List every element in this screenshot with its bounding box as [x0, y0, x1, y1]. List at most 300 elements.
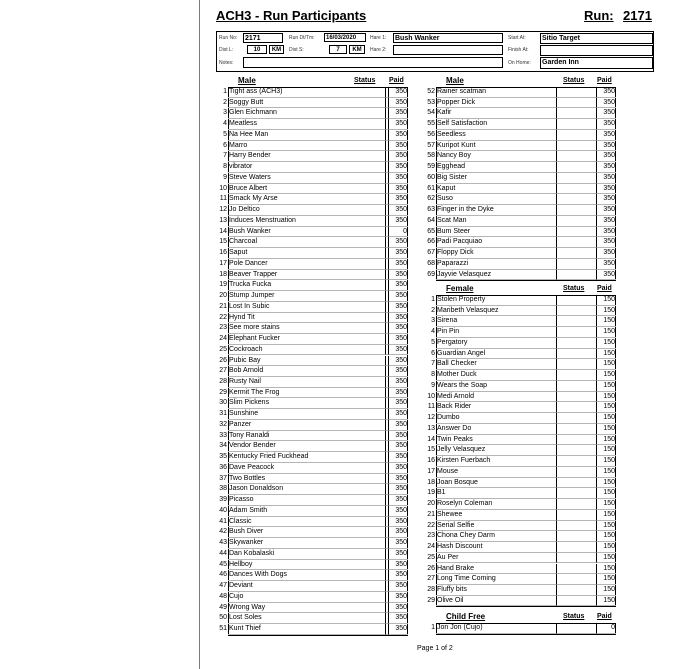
participant-number: 59: [427, 163, 435, 171]
participant-row: [424, 141, 616, 152]
participant-name: B1: [436, 488, 556, 499]
participant-name: Wears the Soap: [436, 381, 556, 392]
participant-name: Kermit The Frog: [228, 388, 385, 399]
participant-name: Dances With Dogs: [228, 570, 385, 581]
participant-number: 29: [427, 596, 435, 604]
participant-paid: 150: [597, 316, 616, 327]
dist-l-label: Dist L:: [219, 47, 234, 53]
participant-status: [556, 194, 597, 205]
participant-name: Skywanker: [228, 538, 385, 549]
participant-row: [424, 574, 616, 585]
participant-number: 52: [427, 88, 435, 95]
participant-status: [556, 392, 597, 403]
participant-status: [556, 270, 597, 281]
participant-row: [424, 237, 616, 248]
paid-header-female: Paid: [597, 285, 612, 292]
participant-row: [216, 130, 408, 141]
participant-paid: 150: [597, 327, 616, 338]
participant-status: [556, 413, 597, 424]
participant-status: [556, 119, 597, 130]
participant-number: 5: [431, 338, 435, 346]
participant-status: [556, 553, 597, 564]
participant-name: Popper Dick: [436, 98, 556, 109]
participant-row: [216, 527, 408, 538]
dist-s-unit: KM: [349, 45, 365, 54]
participant-name: Maribeth Velasquez: [436, 306, 556, 317]
participant-number: 3: [431, 317, 435, 325]
child-header: Child Free: [446, 612, 486, 621]
participant-paid: 350: [389, 151, 408, 162]
participant-paid: 350: [389, 259, 408, 270]
participant-row: [424, 108, 616, 119]
finish-field: [540, 45, 653, 56]
participant-paid: 350: [597, 130, 616, 141]
participant-name: Picasso: [228, 495, 385, 506]
participant-status: [556, 295, 597, 306]
participant-row: [216, 216, 408, 227]
participant-number: 53: [427, 98, 435, 106]
participant-status: [556, 237, 597, 248]
participant-row: [424, 478, 616, 489]
participant-name: Stump Jumper: [228, 291, 385, 302]
start-label: Start At:: [508, 35, 526, 41]
status-header-left: Status: [354, 77, 376, 84]
participant-paid: 350: [389, 495, 408, 506]
participant-name: Rusty Nail: [228, 377, 385, 388]
participant-row: [216, 420, 408, 431]
participant-name: Harry Bender: [228, 151, 385, 162]
run-dt-field: 16/03/2020: [324, 33, 366, 42]
participant-row: [424, 248, 616, 259]
participant-name: Long Time Coming: [436, 574, 556, 585]
male-table-right: [424, 87, 616, 280]
participant-paid: 150: [597, 349, 616, 360]
participant-number: 57: [427, 141, 435, 149]
participant-row: [216, 388, 408, 399]
participant-name: Floppy Dick: [436, 248, 556, 259]
participant-row: [216, 227, 408, 238]
participant-row: [424, 338, 616, 349]
participant-number: 64: [427, 216, 435, 224]
participant-name: Hash Discount: [436, 542, 556, 553]
participant-paid: 350: [389, 603, 408, 614]
participant-name: Dan Kobalaski: [228, 549, 385, 560]
participant-paid: 350: [389, 527, 408, 538]
participant-name: Induces Menstruation: [228, 216, 385, 227]
participant-paid: 350: [389, 141, 408, 152]
participant-number: 2: [431, 306, 435, 314]
participant-row: [216, 248, 408, 259]
participant-row: [424, 370, 616, 381]
participant-name: Rainer scatman: [436, 87, 556, 98]
participant-paid: 350: [597, 205, 616, 216]
participant-paid: 350: [597, 119, 616, 130]
participant-name: Ball Checker: [436, 359, 556, 370]
participant-number: 13: [427, 424, 435, 432]
participant-paid: 350: [389, 323, 408, 334]
participant-number: 19: [427, 489, 435, 497]
participant-name: Saput: [228, 248, 385, 259]
participant-row: [216, 334, 408, 345]
participant-paid: 350: [597, 259, 616, 270]
participant-status: [556, 596, 597, 607]
participant-name: Trucka Fucka: [228, 280, 385, 291]
participant-row: [216, 151, 408, 162]
participant-name: Dave Peacock: [228, 463, 385, 474]
participant-number: 56: [427, 130, 435, 138]
participant-number: 41: [219, 517, 227, 525]
participant-paid: 350: [389, 119, 408, 130]
participant-paid: 150: [597, 306, 616, 317]
participant-number: 48: [219, 592, 227, 600]
participant-number: 32: [219, 420, 227, 428]
participant-number: 67: [427, 249, 435, 257]
participant-number: 10: [219, 184, 227, 192]
participant-name: Pole Dancer: [228, 259, 385, 270]
participant-number: 62: [427, 195, 435, 203]
participant-status: [556, 162, 597, 173]
participant-paid: 350: [597, 194, 616, 205]
participant-paid: 350: [389, 366, 408, 377]
participant-number: 7: [431, 360, 435, 368]
participant-paid: 0: [389, 227, 408, 238]
participant-row: [216, 549, 408, 560]
participant-name: See more stains: [228, 323, 385, 334]
participant-paid: 150: [597, 445, 616, 456]
participant-row: [216, 613, 408, 624]
run-label: Run:: [584, 8, 614, 23]
participant-name: Vendor Bender: [228, 441, 385, 452]
participant-name: Jon Jon (Cujo): [436, 623, 556, 634]
participant-status: [556, 130, 597, 141]
participant-row: [424, 553, 616, 564]
participant-name: Hand Brake: [436, 564, 556, 575]
participant-name: Shewee: [436, 510, 556, 521]
participant-row: [216, 506, 408, 517]
participant-name: Guardian Angel: [436, 349, 556, 360]
participant-name: Kentucky Fried Fuckhead: [228, 452, 385, 463]
participant-paid: 150: [597, 521, 616, 532]
participant-paid: 350: [389, 398, 408, 409]
participant-name: Padi Pacquiao: [436, 237, 556, 248]
participant-paid: 150: [597, 402, 616, 413]
participant-row: [424, 87, 616, 98]
participant-status: [556, 585, 597, 596]
participant-row: [424, 499, 616, 510]
participant-paid: 350: [389, 345, 408, 356]
participant-row: [424, 445, 616, 456]
participant-paid: 150: [597, 381, 616, 392]
participant-row: [216, 87, 408, 98]
participant-status: [556, 259, 597, 270]
participant-number: 9: [223, 173, 227, 181]
participant-number: 31: [219, 410, 227, 418]
participant-status: [556, 531, 597, 542]
participant-status: [556, 205, 597, 216]
participant-number: 36: [219, 463, 227, 471]
participant-name: Beaver Trapper: [228, 270, 385, 281]
participant-name: Cujo: [228, 592, 385, 603]
participant-number: 8: [223, 163, 227, 171]
participant-number: 14: [427, 435, 435, 443]
participant-number: 24: [427, 543, 435, 551]
participant-name: Kafir: [436, 108, 556, 119]
participant-number: 18: [219, 270, 227, 278]
participant-status: [556, 184, 597, 195]
participant-number: 24: [219, 335, 227, 343]
participant-paid: 150: [597, 295, 616, 306]
participant-paid: 150: [597, 510, 616, 521]
participant-paid: 350: [389, 581, 408, 592]
participant-row: [216, 205, 408, 216]
participant-name: Hynd Tit: [228, 313, 385, 324]
participant-row: [216, 484, 408, 495]
participant-paid: 350: [389, 87, 408, 98]
participant-name: Elephant Fucker: [228, 334, 385, 345]
participant-row: [424, 456, 616, 467]
participant-paid: 350: [389, 613, 408, 624]
participant-paid: 350: [389, 538, 408, 549]
participant-name: Cockroach: [228, 345, 385, 356]
status-header-right: Status: [563, 77, 585, 84]
participant-row: [424, 184, 616, 195]
participant-row: [216, 431, 408, 442]
participant-paid: 150: [597, 478, 616, 489]
participant-paid: 350: [389, 441, 408, 452]
participant-name: Twin Peaks: [436, 435, 556, 446]
participant-name: Classic: [228, 517, 385, 528]
participant-row: [424, 259, 616, 270]
participant-number: 1: [431, 296, 435, 303]
participant-paid: 350: [597, 173, 616, 184]
participant-name: Mother Duck: [436, 370, 556, 381]
female-table: [424, 295, 616, 606]
participant-status: [556, 521, 597, 532]
notes-field: [243, 57, 503, 68]
participant-name: Finger in the Dyke: [436, 205, 556, 216]
start-field: Sitio Target: [540, 33, 653, 44]
participant-paid: 150: [597, 542, 616, 553]
participant-paid: 350: [597, 227, 616, 238]
participant-number: 28: [427, 585, 435, 593]
participant-status: [556, 151, 597, 162]
participant-number: 55: [427, 120, 435, 128]
participant-row: [424, 402, 616, 413]
participant-paid: 350: [389, 313, 408, 324]
participant-number: 4: [223, 120, 227, 128]
participant-row: [424, 151, 616, 162]
participant-paid: 350: [389, 377, 408, 388]
participant-number: 11: [219, 195, 227, 203]
participant-number: 58: [427, 152, 435, 160]
participant-paid: 150: [597, 424, 616, 435]
participant-paid: 150: [597, 499, 616, 510]
participant-name: Stolen Property: [436, 295, 556, 306]
hare1-label: Hare 1:: [370, 35, 387, 41]
participant-number: 12: [219, 206, 227, 214]
participant-name: Nancy Boy: [436, 151, 556, 162]
participant-number: 9: [431, 381, 435, 389]
participant-name: Scat Man: [436, 216, 556, 227]
participant-number: 22: [427, 521, 435, 529]
participant-name: Suso: [436, 194, 556, 205]
participant-paid: 350: [389, 431, 408, 442]
participant-row: [216, 270, 408, 281]
participant-paid: 350: [389, 248, 408, 259]
participant-row: [216, 452, 408, 463]
run-no-field: 2171: [243, 33, 283, 43]
participant-status: [556, 227, 597, 238]
participant-paid: 350: [597, 108, 616, 119]
participant-paid: 350: [597, 184, 616, 195]
participant-paid: 350: [389, 570, 408, 581]
participant-number: 13: [219, 216, 227, 224]
participant-status: [556, 488, 597, 499]
participant-row: [216, 119, 408, 130]
participant-row: [424, 194, 616, 205]
participant-status: [556, 478, 597, 489]
participant-paid: 350: [597, 151, 616, 162]
participant-row: [216, 474, 408, 485]
participant-number: 18: [427, 478, 435, 486]
participant-status: [556, 141, 597, 152]
participant-number: 23: [427, 532, 435, 540]
participant-paid: 150: [597, 467, 616, 478]
participant-row: [216, 538, 408, 549]
participant-number: 15: [219, 238, 227, 246]
participant-paid: 150: [597, 338, 616, 349]
participant-number: 33: [219, 431, 227, 439]
participant-paid: 350: [389, 270, 408, 281]
participant-number: 49: [219, 603, 227, 611]
participant-name: Bush Diver: [228, 527, 385, 538]
participant-paid: 350: [597, 87, 616, 98]
participant-paid: 350: [389, 302, 408, 313]
participant-status: [556, 370, 597, 381]
participant-status: [556, 306, 597, 317]
participant-row: [424, 295, 616, 306]
paid-header-child: Paid: [597, 613, 612, 620]
participant-number: 69: [427, 270, 435, 278]
participant-number: 39: [219, 496, 227, 504]
participant-paid: 150: [597, 531, 616, 542]
participant-status: [556, 316, 597, 327]
participant-paid: 350: [389, 409, 408, 420]
dist-s-field: 7: [329, 45, 347, 54]
participant-number: 17: [427, 467, 435, 475]
participant-paid: 150: [597, 370, 616, 381]
participant-row: [424, 585, 616, 596]
participant-row: [424, 162, 616, 173]
participant-number: 21: [219, 302, 227, 310]
participant-paid: 350: [389, 452, 408, 463]
participant-number: 45: [219, 560, 227, 568]
participant-row: [216, 517, 408, 528]
participant-name: Sirena: [436, 316, 556, 327]
male-table-left: [216, 87, 408, 635]
participant-name: vibrator: [228, 162, 385, 173]
participant-name: Chona Chey Darm: [436, 531, 556, 542]
participant-status: [556, 564, 597, 575]
participant-name: Bush Wanker: [228, 227, 385, 238]
participant-name: Fluffy bits: [436, 585, 556, 596]
participant-row: [216, 313, 408, 324]
participant-row: [424, 130, 616, 141]
hare2-label: Hare 2:: [370, 47, 387, 53]
participant-status: [556, 327, 597, 338]
participant-paid: 150: [597, 488, 616, 499]
participant-number: 5: [223, 130, 227, 138]
status-header-child: Status: [563, 613, 585, 620]
paid-header-left: Paid: [389, 77, 404, 84]
participant-name: Na Hee Man: [228, 130, 385, 141]
participant-number: 16: [219, 249, 227, 257]
participant-row: [424, 349, 616, 360]
participant-row: [216, 259, 408, 270]
run-info-box: [216, 31, 654, 72]
participant-paid: 350: [389, 130, 408, 141]
participant-row: [216, 603, 408, 614]
participant-row: [216, 560, 408, 571]
participant-row: [216, 581, 408, 592]
participant-status: [556, 499, 597, 510]
participant-name: Meatless: [228, 119, 385, 130]
participant-name: Roselyn Coleman: [436, 499, 556, 510]
participant-row: [424, 435, 616, 446]
participant-status: [556, 435, 597, 446]
participant-name: Panzer: [228, 420, 385, 431]
participant-paid: 150: [597, 553, 616, 564]
participant-number: 15: [427, 446, 435, 454]
participant-status: [556, 173, 597, 184]
run-dt-label: Run Dt/Tm:: [289, 35, 315, 41]
participant-status: [556, 402, 597, 413]
participant-paid: 350: [597, 237, 616, 248]
participant-name: Bum Steer: [436, 227, 556, 238]
onhome-label: On Home:: [508, 60, 531, 66]
participant-paid: 350: [389, 549, 408, 560]
participant-name: Medi Arnold: [436, 392, 556, 403]
participant-name: Self Satisfaction: [436, 119, 556, 130]
page-footer: Page 1 of 2: [417, 645, 453, 652]
participant-number: 25: [427, 553, 435, 561]
participant-status: [556, 456, 597, 467]
participant-name: Bob Arnold: [228, 366, 385, 377]
participant-paid: 0: [597, 623, 616, 634]
participant-paid: 350: [389, 194, 408, 205]
hare1-field: Bush Wanker: [393, 33, 503, 43]
participant-row: [216, 345, 408, 356]
participant-paid: 350: [597, 248, 616, 259]
participant-paid: 350: [597, 98, 616, 109]
participant-name: Kuripot Kunt: [436, 141, 556, 152]
participant-paid: 350: [597, 162, 616, 173]
participant-status: [556, 98, 597, 109]
participant-name: Pin Pin: [436, 327, 556, 338]
participant-name: Jelly Velasquez: [436, 445, 556, 456]
participant-row: [216, 377, 408, 388]
participant-name: Serial Selfie: [436, 521, 556, 532]
participant-status: [556, 542, 597, 553]
participant-row: [216, 173, 408, 184]
participant-name: Lost Soles: [228, 613, 385, 624]
participant-paid: 350: [389, 108, 408, 119]
participant-number: 25: [219, 345, 227, 353]
participant-number: 6: [431, 349, 435, 357]
participant-name: Glen Eichmann: [228, 108, 385, 119]
participant-status: [556, 510, 597, 521]
participant-name: Jayvie Velasquez: [436, 270, 556, 281]
